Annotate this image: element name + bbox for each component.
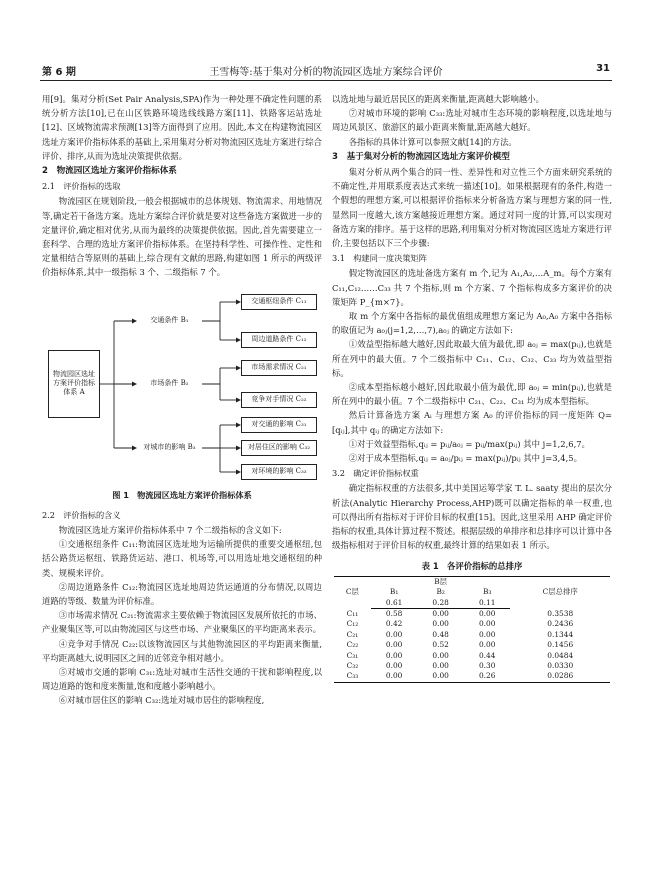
table-cell: 0.26 (464, 671, 511, 682)
node-b1: 交通条件 B₁ (137, 313, 202, 329)
node-c22: 竞争对手情况 C₂₂ (241, 392, 317, 408)
section-2-1-heading: 2.1 评价指标的选取 (42, 181, 121, 192)
paragraph: 然后计算备选方案 Aᵢ 与理想方案 A₀ 的评价指标的同一度矩阵 Q=[qᵢⱼ],其中 qᵢⱼ 的确定方法如下: (332, 410, 612, 435)
table-header-b2: B₂ (436, 587, 445, 597)
table-cell: 0.00 (385, 650, 403, 660)
figure-1-caption: 图 1 物流园区选址方案评价指标体系 (112, 489, 252, 500)
table-cell: 0.2436 (547, 619, 574, 629)
table-cell: C₂₂ (346, 640, 359, 650)
table-header-c-layer: C层 (334, 576, 371, 608)
table-cell: 0.00 (432, 608, 449, 618)
paragraph: 假定物流园区的选址备选方案有 m 个,记为 A₁,A₂,…A_m。每个方案有 C₁₁,C₁₂……C₃₃ 共 7 个指标,则 m 个方案、7 个指标构成多方案评价的决策矩阵 P_{m×7}。 (332, 268, 612, 307)
table-cell: C₂₁ (346, 629, 359, 639)
indicator-item: ⑤对城市交通的影响 C₃₁:选址对城市生活性交通的干扰和影响程度,以周边道路的饱和度来衡量,饱和度越小影响越小。 (42, 667, 322, 692)
table-cell: 0.42 (385, 619, 403, 629)
table-cell: 0.00 (385, 640, 403, 650)
issue-number: 第 6 期 (42, 67, 76, 78)
intro-paragraph: 用[9]。集对分析(Set Pair Analysis,SPA)作为一种处理不确定性问题的系统分析方法[10],已在山区铁路环境选线线路方案[11]、铁路客运站选址[12]、区域物流需求预测[13]等方面得到了应用。因此,本文在构建物流园区选址方案评价指标体系的基础上,采用集对分析对物流园区选址方案进行综合评价、排序,从而为选址决策提供依据。 (42, 94, 322, 161)
section-2-2-paragraph: 物流园区选址方案评价指标体系中 7 个二级指标的含义如下: (58, 525, 282, 536)
section-3-1-heading: 3.1 构建同一度决策矩阵 (332, 253, 427, 264)
table-cell: 0.00 (478, 608, 496, 618)
table-cell: 0.00 (417, 671, 464, 682)
node-c32: 对居住区的影响 C₃₂ (241, 440, 317, 456)
table-cell: C₃₃ (334, 671, 371, 682)
table-cell: 0.00 (385, 629, 403, 639)
table-cell: 0.00 (432, 660, 449, 670)
section-2-heading: 2 物流园区选址方案评价指标体系 (42, 166, 177, 177)
table-header-b1: B₁ (389, 587, 399, 597)
table-cell: 0.0330 (547, 660, 574, 670)
root-node: 物流园区选址方案评价指标体系 A (48, 350, 100, 418)
table-cell: 0.58 (385, 608, 403, 618)
table-cell: 0.00 (432, 650, 449, 660)
table-row (334, 630, 610, 640)
section-3-paragraph: 集对分析从两个集合的同一性、差异性和对立性三个方面来研究系统的不确定性,并用联系度表达式来统一描述[10]。如果根据现有的条件,构造一个假想的理想方案,可以根据评价指标来分析备选方案与理想方案的同一性,显然同一度越大,该方案越接近理想方案。通过对同一度的计算,可以实现对备选方案的排序。基于这样的思路,利用集对分析对物流园区选址方案进行评价,主要包括以下三个步骤: (332, 167, 612, 249)
section-2-1-paragraph: 物流园区在规划阶段,一般会根据城市的总体规划、物流需求、用地情况等,确定若干备选方案。选址方案综合评价就是要对这些备选方案做进一步的定量评价,确定相对优劣,从而为最终的决策提供依据。因此,首先需要建立一套科学、合理的选址方案评价指标体系。在坚持科学性、可操作性、定性和定量相结合等原则的基础上,综合现有文献的思路,构建如图 1 所示的两级评价指标体系,其中一级指标 3 个、二级指标 7 个。 (42, 196, 322, 278)
table-cell: 0.00 (478, 629, 496, 639)
table-cell: 0.44 (478, 650, 496, 660)
table-weight-b3: 0.11 (464, 598, 511, 609)
indicator-item: ②周边道路条件 C₁₂:物流园区选址地周边货运通道的分布情况,以周边道路的等级、数量为评价标准。 (42, 581, 322, 607)
table-row (334, 671, 610, 682)
table-cell: 0.3538 (547, 608, 574, 618)
table-row (334, 651, 610, 661)
left-column (42, 92, 322, 708)
paragraph: 取 m 个方案中各指标的最优值组成理想方案记为 A₀,A₀ 方案中各指标的取值记为 a₀ⱼ(j=1,2,…,7),a₀ⱼ 的确定方法如下: (332, 311, 612, 336)
table-cell: C₃₁ (346, 650, 359, 660)
indicator-item: ⑥对城市居住区的影响 C₃₂:选址对城市居住的影响程度, (58, 695, 265, 706)
section-2-2-heading: 2.2 评价指标的含义 (42, 509, 121, 520)
table-cell: 0.52 (432, 640, 449, 650)
node-c12: 周边道路条件 C₁₂ (241, 332, 317, 348)
figure-1-hierarchy (42, 284, 322, 484)
table-cell: 0.48 (432, 629, 449, 639)
table-header-b3: B₃ (482, 587, 492, 597)
page-number: 31 (596, 63, 610, 74)
table-cell: 0.00 (432, 619, 449, 629)
table-header-b-layer: B层 (371, 576, 511, 587)
table-cell: C₃₂ (346, 660, 359, 670)
page-header (40, 58, 612, 81)
paragraph: ①对于效益型指标,qᵢⱼ = pᵢⱼ/a₀ⱼ = pᵢⱼ/max(pᵢⱼ) 其中 j=1,2,6,7。 (348, 438, 590, 449)
table-weight-b2: 0.28 (417, 598, 464, 609)
continued-paragraph: 以选址地与最近居民区的距离来衡量,距离越大影响越小。 (332, 94, 545, 104)
indicator-item: ③市场需求情况 C₂₁:物流需求主要依赖于物流园区发展所依托的市场、产业聚集区等,可以由物流园区与这些市场、产业聚集区的平均距离来表示。 (42, 610, 322, 635)
table-row (334, 608, 610, 619)
node-b2: 市场条件 B₂ (137, 376, 202, 392)
indicator-item: ①交通枢纽条件 C₁₁:物流园区选址地为运输所提供的重要交通枢纽,包括公路货运枢纽、铁路货运站、港口、机场等,可以用选址地交通枢纽的种类、规模来评价。 (42, 539, 322, 578)
table-header-total: C层总排序 (510, 576, 610, 608)
table-cell: 0.30 (478, 660, 496, 670)
table-cell: 0.00 (478, 619, 496, 629)
node-c11: 交通枢纽条件 C₁₁ (241, 294, 317, 310)
table-weight-b1: 0.61 (371, 598, 418, 609)
running-title: 王雪梅等:基于集对分析的物流园区选址方案综合评价 (209, 67, 443, 78)
paragraph: ①效益型指标越大越好,因此取最大值为最优,即 a₀ⱼ = max(pᵢⱼ),也就是所在列中的最大值。7 个二级指标中 C₁₁、C₁₂、C₃₂、C₃₃ 均为效益型指标。 (332, 339, 612, 378)
section-3-2-heading: 3.2 确定评价指标权重 (332, 468, 419, 479)
indicator-item: ⑦对城市环境的影响 C₃₃:选址对城市生态环境的影响程度,以选址地与周边风景区、旅游区的最小距离来衡量,距离越大越好。 (332, 108, 612, 133)
node-c33: 对环境的影响 C₃₃ (241, 464, 317, 480)
table-cell: 0.1344 (547, 629, 574, 639)
table-cell: C₁₂ (346, 619, 359, 629)
node-b3: 对城市的影响 B₃ (137, 440, 202, 456)
indicator-item: ④竞争对手情况 C₂₂:以该物流园区与其他物流园区的平均距离来衡量,平均距离越大,说明园区之间的近邻竞争相对越小。 (42, 638, 322, 663)
table-cell: 0.00 (371, 671, 418, 682)
table-cell: 0.00 (385, 660, 403, 670)
table-row (334, 640, 610, 650)
table-cell: 0.0286 (510, 671, 610, 682)
table-row (334, 619, 610, 629)
table-1 (334, 576, 610, 683)
table-cell: 0.00 (478, 640, 496, 650)
section-3-2-paragraph: 确定指标权重的方法很多,其中美国运筹学家 T. L. saaty 提出的层次分析法(Analytic Hierarchy Process,AHP)既可以确定指标的单一权重,也可以得出所有指标对于评价目标的权重[15]。因此,这里采用 AHP 确定评价指标的权重,具体计算过程不赘述。根据层级的单排序和总排序可以计算中各级指标相对于评价目标的权重,最终计算的结果如表 1 所示。 (332, 483, 612, 551)
paragraph: ②成本型指标越小越好,因此取最小值为最优,即 a₀ⱼ = min(pᵢⱼ),也就是所在列中的最小值。7 个二级指标中 C₂₁、C₂₂、C₃₁ 均为成本型指标。 (332, 382, 612, 407)
table-cell: 0.1456 (547, 640, 574, 650)
node-c31: 对交通的影响 C₃₁ (241, 417, 317, 433)
section-3-heading: 3 基于集对分析的物流园区选址方案评价模型 (332, 151, 510, 162)
table-cell: 0.0484 (547, 650, 574, 660)
right-column (332, 92, 612, 683)
calc-reference-paragraph: 各指标的具体计算可以参照文献[14]的方法。 (348, 136, 517, 147)
paragraph: ②对于成本型指标,qᵢⱼ = a₀ⱼ/pᵢⱼ = max(pᵢⱼ)/pᵢⱼ 其中 j=3,4,5。 (348, 453, 582, 464)
table-1-caption: 表 1 各评价指标的总排序 (421, 560, 523, 571)
table-row (334, 661, 610, 671)
node-c21: 市场需求情况 C₂₁ (241, 360, 317, 376)
table-cell: C₁₁ (346, 608, 359, 618)
